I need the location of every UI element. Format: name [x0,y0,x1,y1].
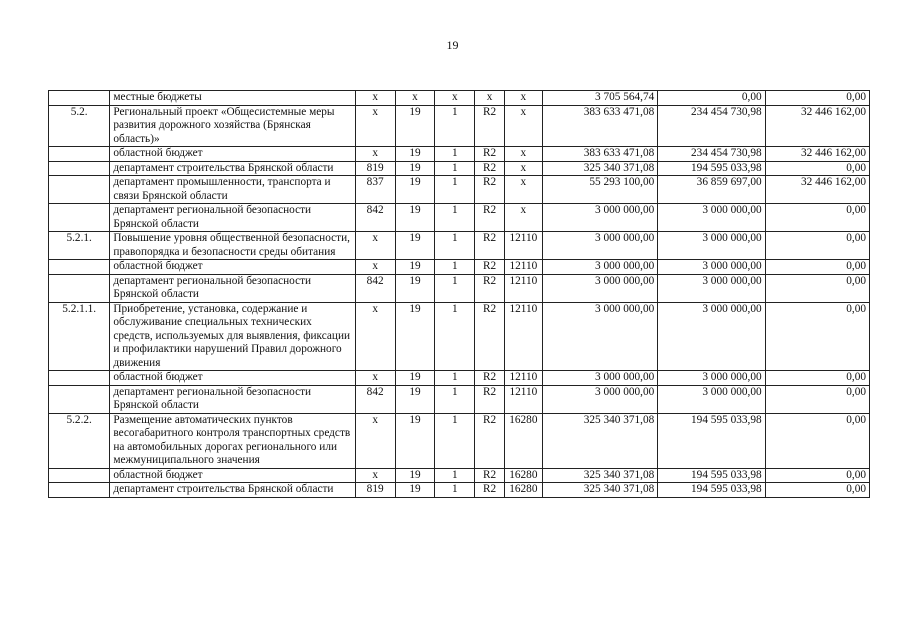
row-grbs: х [355,260,395,275]
table-row [49,161,870,176]
row-section: 19 [395,105,435,147]
row-subsection: 1 [435,302,475,371]
row-direction-code: х [504,204,542,232]
row-grbs: х [355,413,395,468]
row-target-code: R2 [475,204,505,232]
row-amount-3: 0,00 [765,274,869,302]
row-target-code: R2 [475,147,505,162]
row-amount-2: 3 000 000,00 [658,204,765,232]
row-target-code: R2 [475,232,505,260]
row-target-code: R2 [475,260,505,275]
row-section: 19 [395,176,435,204]
row-subsection: 1 [435,371,475,386]
row-amount-3: 0,00 [765,468,869,483]
row-subsection: 1 [435,232,475,260]
row-subsection: 1 [435,413,475,468]
row-grbs: 819 [355,483,395,498]
row-section: 19 [395,274,435,302]
row-direction-code: 12110 [504,302,542,371]
row-number: 5.2.1.1. [49,302,110,371]
row-amount-2: 3 000 000,00 [658,232,765,260]
row-number [49,176,110,204]
row-amount-2: 234 454 730,98 [658,147,765,162]
table-row [49,468,870,483]
row-direction-code: х [504,147,542,162]
row-number [49,371,110,386]
table-row [49,232,870,260]
row-grbs: 842 [355,385,395,413]
row-description: областной бюджет [110,147,355,162]
row-amount-3: 0,00 [765,302,869,371]
row-grbs: 842 [355,274,395,302]
row-grbs: х [355,468,395,483]
row-amount-2: 3 000 000,00 [658,260,765,275]
row-target-code: R2 [475,176,505,204]
row-section: 19 [395,413,435,468]
row-subsection: 1 [435,176,475,204]
budget-table [48,90,870,498]
row-section: 19 [395,161,435,176]
table-row [49,371,870,386]
table-row [49,413,870,468]
row-amount-2: 194 595 033,98 [658,161,765,176]
page-number: 19 [446,38,459,52]
row-direction-code: 12110 [504,385,542,413]
row-grbs: 819 [355,161,395,176]
row-number [49,483,110,498]
table-row [49,147,870,162]
table-row [49,260,870,275]
row-amount-3: 32 446 162,00 [765,176,869,204]
row-section: 19 [395,147,435,162]
row-section: 19 [395,385,435,413]
row-direction-code: х [504,105,542,147]
row-subsection: 1 [435,260,475,275]
row-target-code: R2 [475,385,505,413]
row-number [49,385,110,413]
row-amount-1: 3 000 000,00 [542,385,658,413]
row-description: департамент строительства Брянской области [110,161,355,176]
table-row [49,483,870,498]
row-grbs: х [355,147,395,162]
table-row [49,105,870,147]
row-grbs: х [355,371,395,386]
row-amount-1: 3 000 000,00 [542,371,658,386]
row-amount-3: 0,00 [765,232,869,260]
row-amount-3: 0,00 [765,385,869,413]
row-amount-1: 325 340 371,08 [542,161,658,176]
row-amount-2: 3 000 000,00 [658,302,765,371]
row-description: департамент промышленности, транспорта и связи Брянской области [110,176,355,204]
row-amount-3: 32 446 162,00 [765,147,869,162]
table-row [49,302,870,371]
row-amount-3: 0,00 [765,91,869,106]
row-amount-1: 3 705 564,74 [542,91,658,106]
row-description: Приобретение, установка, содержание и обслуживание специальных технических средств, используемых для выявления, фиксации и профилактики нарушений Правил дорожного движения [110,302,355,371]
row-number [49,274,110,302]
row-number [49,260,110,275]
row-direction-code: х [504,176,542,204]
row-amount-1: 325 340 371,08 [542,413,658,468]
row-direction-code: 12110 [504,371,542,386]
row-amount-1: 325 340 371,08 [542,468,658,483]
row-section: 19 [395,371,435,386]
row-target-code: R2 [475,302,505,371]
row-direction-code: 12110 [504,260,542,275]
row-grbs: х [355,91,395,106]
row-amount-1: 3 000 000,00 [542,204,658,232]
row-amount-2: 234 454 730,98 [658,105,765,147]
row-description: областной бюджет [110,371,355,386]
row-amount-1: 3 000 000,00 [542,260,658,275]
row-amount-3: 32 446 162,00 [765,105,869,147]
row-amount-1: 3 000 000,00 [542,302,658,371]
row-number [49,91,110,106]
row-amount-3: 0,00 [765,161,869,176]
row-target-code: R2 [475,483,505,498]
table-row [49,385,870,413]
row-direction-code: х [504,161,542,176]
row-direction-code: 16280 [504,413,542,468]
row-amount-2: 3 000 000,00 [658,274,765,302]
row-subsection: 1 [435,385,475,413]
row-description: департамент региональной безопасности Брянской области [110,385,355,413]
row-amount-2: 0,00 [658,91,765,106]
row-amount-3: 0,00 [765,260,869,275]
table-row [49,176,870,204]
row-grbs: 842 [355,204,395,232]
row-description: департамент региональной безопасности Брянской области [110,274,355,302]
table-row [49,91,870,106]
row-amount-3: 0,00 [765,483,869,498]
row-target-code: R2 [475,274,505,302]
row-section: 19 [395,302,435,371]
row-direction-code: 16280 [504,483,542,498]
row-amount-2: 194 595 033,98 [658,413,765,468]
row-number [49,468,110,483]
row-description: департамент строительства Брянской области [110,483,355,498]
row-amount-2: 36 859 697,00 [658,176,765,204]
row-section: 19 [395,468,435,483]
row-number [49,161,110,176]
row-description: Размещение автоматических пунктов весогабаритного контроля транспортных средств на автомобильных дорогах регионального или межмуниципального значения [110,413,355,468]
row-description: областной бюджет [110,468,355,483]
row-amount-1: 3 000 000,00 [542,274,658,302]
row-target-code: R2 [475,468,505,483]
row-amount-2: 194 595 033,98 [658,468,765,483]
row-section: 19 [395,483,435,498]
row-amount-3: 0,00 [765,413,869,468]
row-grbs: х [355,232,395,260]
table-row [49,274,870,302]
row-amount-1: 383 633 471,08 [542,105,658,147]
row-description: Повышение уровня общественной безопасности, правопорядка и безопасности среды обитания [110,232,355,260]
row-subsection: х [435,91,475,106]
row-number: 5.2.1. [49,232,110,260]
row-grbs: 837 [355,176,395,204]
row-amount-1: 383 633 471,08 [542,147,658,162]
row-description: областной бюджет [110,260,355,275]
row-target-code: R2 [475,161,505,176]
row-target-code: R2 [475,371,505,386]
row-subsection: 1 [435,483,475,498]
row-description: департамент региональной безопасности Брянской области [110,204,355,232]
row-subsection: 1 [435,147,475,162]
row-grbs: х [355,302,395,371]
row-amount-1: 325 340 371,08 [542,483,658,498]
row-number [49,147,110,162]
row-section: 19 [395,260,435,275]
row-target-code: R2 [475,413,505,468]
row-target-code: R2 [475,105,505,147]
row-description: Региональный проект «Общесистемные меры развития дорожного хозяйства (Брянская область)» [110,105,355,147]
row-direction-code: 16280 [504,468,542,483]
row-direction-code: 12110 [504,232,542,260]
row-direction-code: 12110 [504,274,542,302]
row-number: 5.2. [49,105,110,147]
row-subsection: 1 [435,274,475,302]
row-section: 19 [395,204,435,232]
row-amount-2: 3 000 000,00 [658,371,765,386]
row-subsection: 1 [435,204,475,232]
row-amount-3: 0,00 [765,204,869,232]
row-direction-code: х [504,91,542,106]
row-subsection: 1 [435,468,475,483]
row-amount-2: 194 595 033,98 [658,483,765,498]
row-number [49,204,110,232]
table-row [49,204,870,232]
row-description: местные бюджеты [110,91,355,106]
row-amount-1: 3 000 000,00 [542,232,658,260]
row-section: 19 [395,232,435,260]
row-amount-1: 55 293 100,00 [542,176,658,204]
row-target-code: х [475,91,505,106]
row-section: х [395,91,435,106]
budget-table-body [49,91,870,498]
row-amount-2: 3 000 000,00 [658,385,765,413]
row-subsection: 1 [435,161,475,176]
row-subsection: 1 [435,105,475,147]
row-amount-3: 0,00 [765,371,869,386]
row-number: 5.2.2. [49,413,110,468]
row-grbs: х [355,105,395,147]
